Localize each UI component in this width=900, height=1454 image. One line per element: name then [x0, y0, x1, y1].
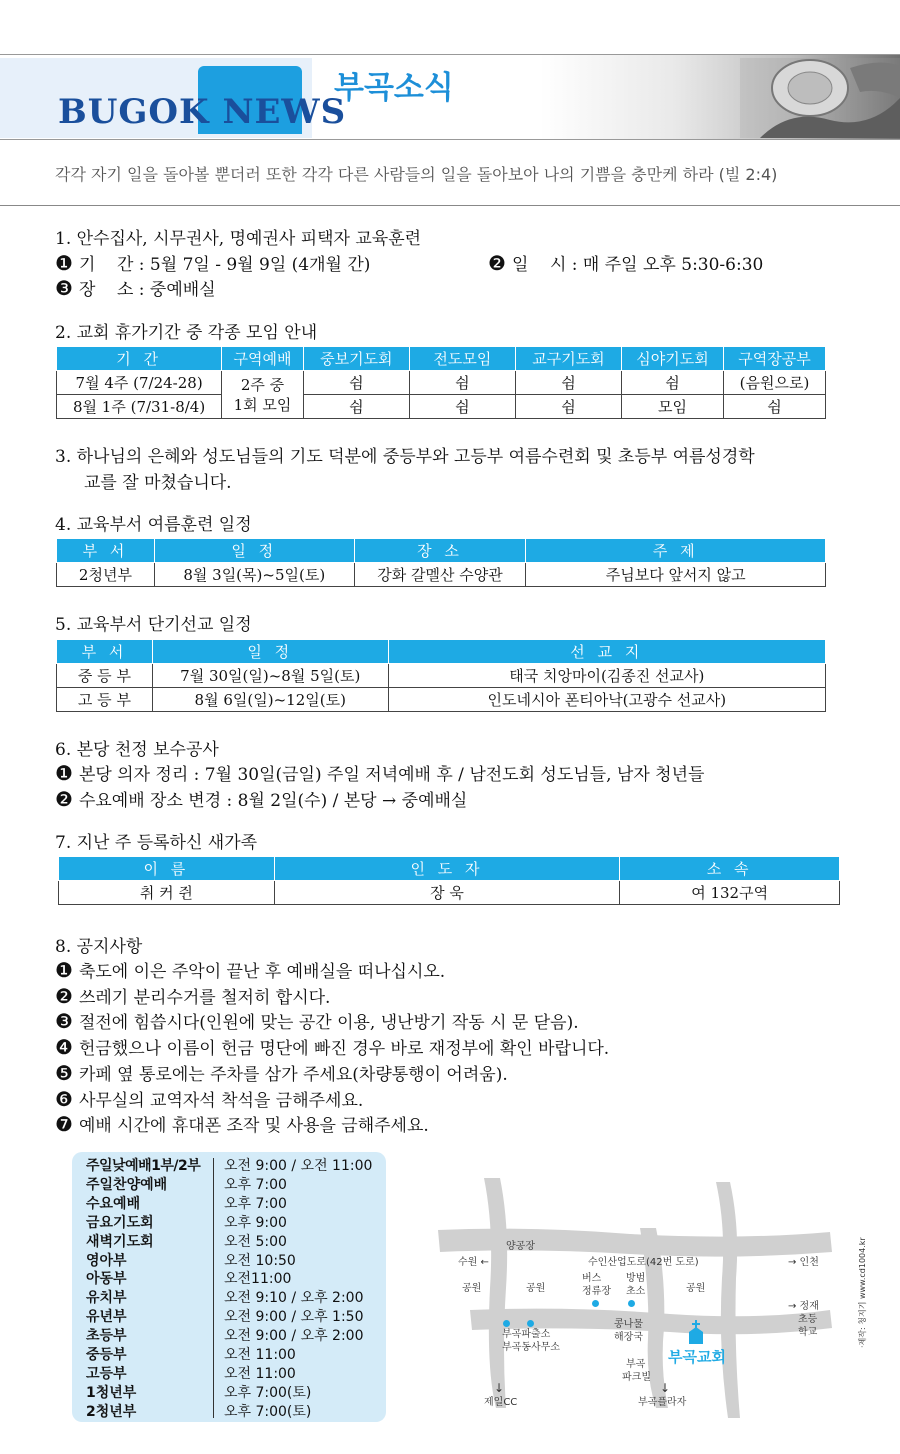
schedule-name: 새벽기도회	[86, 1233, 154, 1250]
schedule-time: 오후 7:00	[224, 1195, 287, 1212]
table-cell: 8월 3일(목)~5일(토)	[154, 563, 354, 587]
schedule-time: 오후 9:00	[224, 1214, 287, 1231]
schedule-time: 오전 9:10 / 오후 2:00	[224, 1290, 364, 1307]
table-row	[57, 688, 826, 712]
schedule-row	[86, 1382, 376, 1401]
map-label-park-2: 공원	[526, 1283, 546, 1294]
table-cell: 모임	[621, 395, 723, 419]
table-row	[57, 395, 826, 419]
map-label-yanggongjang: 양공장	[506, 1241, 535, 1252]
notice-bullet-icon: ❹	[55, 1035, 73, 1060]
section-7-title: 7. 지난 주 등록하신 새가족	[55, 833, 258, 853]
mission-table	[56, 639, 826, 712]
map-label-plaza: 부곡플라자	[638, 1397, 687, 1408]
map-label-crime-post-1: 방범	[626, 1273, 646, 1284]
schedule-row	[86, 1325, 376, 1344]
section-6-line-2	[55, 786, 467, 811]
table-cell: 쉼	[303, 371, 409, 395]
section-1-title: 1. 안수집사, 시무권사, 명예권사 피택자 교육훈련	[55, 229, 422, 249]
schedule-name: 금요기도회	[86, 1214, 154, 1231]
table-cell: 고 등 부	[57, 688, 153, 712]
table-cell: 중 등 부	[57, 664, 153, 688]
schedule-time: 오전 9:00 / 오후 2:00	[224, 1328, 364, 1345]
schedule-name: 주일낮예배1부/2부	[86, 1158, 201, 1174]
map-label-road: 수인산업도로(42번 도로)	[588, 1257, 699, 1268]
table-cell: 취 커 쥔	[59, 881, 275, 905]
section-6-title: 6. 본당 천정 보수공사	[55, 740, 219, 760]
table-cell: 주님보다 앞서지 않고	[526, 563, 826, 587]
schedule-row	[86, 1287, 376, 1306]
schedule-time: 오전 11:00	[224, 1347, 296, 1363]
table-cell: 여 132구역	[620, 881, 840, 905]
table-row	[59, 881, 840, 905]
notice-text: 예배 시간에 휴대폰 조작 및 사용을 금해주세요.	[78, 1116, 429, 1137]
schedule-time: 오후 7:00	[224, 1176, 287, 1193]
schedule-time: 오전 9:00 / 오전 11:00	[224, 1158, 373, 1174]
notice-item	[55, 957, 445, 982]
notice-bullet-icon: ❸	[55, 1009, 73, 1034]
table-cell: 강화 갈멜산 수양관	[354, 563, 526, 587]
map-label-police-1: 부곡파출소	[502, 1329, 551, 1340]
section-1-period: 기 간 : 5월 7일 - 9월 9일 (4개월 간)	[78, 255, 371, 275]
table-cell: 태국 치앙마이(김종진 선교사)	[388, 664, 825, 688]
schedule-row	[86, 1155, 376, 1174]
bullet-3-icon: ❸	[55, 276, 73, 300]
section-6-line-1	[55, 760, 704, 785]
table-cell: 장 욱	[274, 881, 620, 905]
notice-bullet-icon: ❷	[55, 983, 73, 1008]
table-cell: 쉼	[409, 371, 515, 395]
map-label-kongnamul-1: 콩나물	[614, 1319, 643, 1330]
logo-text-bugok: BUGOK	[58, 92, 210, 132]
section-6-item-1: 본당 의자 정리 : 7월 30일(금일) 주일 저녁예배 후 / 남전도회 성도님들, 남자 청년들	[78, 765, 705, 785]
church-location-map	[410, 1168, 880, 1438]
bullet-1-icon: ❶	[55, 761, 73, 785]
table-header: 이 름	[59, 857, 275, 881]
notice-text: 카페 옆 통로에는 주차를 삼가 주세요(차량통행이 어려움).	[78, 1064, 508, 1085]
notice-item	[55, 1060, 508, 1085]
notice-item	[55, 1034, 609, 1059]
table-cell: 쉼	[515, 395, 621, 419]
section-1-line-2	[488, 250, 763, 275]
schedule-row	[86, 1174, 376, 1193]
page-title: 부곡소식	[334, 70, 454, 106]
map-label-police-2: 부곡동사무소	[502, 1342, 560, 1353]
bullet-2-icon: ❷	[488, 251, 506, 275]
table-header: 주 제	[526, 539, 826, 563]
map-label-kongnamul-2: 해장국	[614, 1332, 643, 1343]
notice-item	[55, 983, 330, 1008]
office-marker-icon	[527, 1320, 534, 1327]
notice-item	[55, 1008, 579, 1033]
schedule-name: 영아부	[86, 1252, 127, 1269]
map-label-park-villa	[622, 1358, 651, 1384]
map-label-jeil-cc: 제일CC	[484, 1397, 518, 1408]
schedule-name: 주일찬양예배	[86, 1176, 168, 1193]
table-header: 부 서	[57, 640, 153, 664]
schedule-row	[86, 1212, 376, 1231]
notice-bullet-icon: ❶	[55, 958, 73, 982]
table-header: 일 정	[152, 640, 388, 664]
map-label-park-1: 공원	[462, 1283, 482, 1294]
schedule-name: 초등부	[86, 1328, 127, 1345]
map-label-park-villa-2: 파크빌	[622, 1372, 651, 1383]
table-row	[57, 371, 826, 395]
schedule-name: 1청년부	[86, 1384, 137, 1401]
map-label-police	[502, 1328, 560, 1354]
map-label-park-3: 공원	[686, 1283, 706, 1294]
notice-text: 헌금했으나 이름이 헌금 명단에 빠진 경우 바로 재정부에 확인 바랍니다.	[78, 1039, 610, 1060]
table-cell: 쉼	[621, 371, 723, 395]
logo-text	[58, 92, 346, 132]
notice-text: 절전에 힘씁시다(인원에 맞는 공간 이용, 냉난방기 작동 시 문 닫음).	[78, 1013, 579, 1034]
merged-cell	[222, 371, 304, 419]
crime-post-marker-icon	[628, 1300, 635, 1307]
schedule-time: 오전 5:00	[224, 1233, 287, 1250]
table-row	[57, 664, 826, 688]
schedule-row	[86, 1250, 376, 1269]
map-label-crime-post	[626, 1272, 645, 1298]
table-header: 일 정	[154, 539, 354, 563]
section-8-title: 8. 공지사항	[55, 937, 143, 957]
map-label-jeongjae-school	[788, 1300, 819, 1339]
schedule-row	[86, 1344, 376, 1363]
schedule-row	[86, 1231, 376, 1250]
table-cell: (음원으로)	[723, 371, 825, 395]
table-header: 전도모임	[409, 347, 515, 371]
schedule-name: 아동부	[86, 1271, 127, 1288]
section-2-title: 2. 교회 휴가기간 중 각종 모임 안내	[55, 323, 318, 343]
map-label-crime-post-2: 초소	[626, 1286, 646, 1297]
section-3-line-1: 3. 하나님의 은혜와 성도님들의 기도 덕분에 중등부와 고등부 여름수련회 및 초등부 여름성경학	[55, 447, 755, 467]
map-label-bus-stop-2: 정류장	[582, 1286, 611, 1297]
notice-bullet-icon: ❼	[55, 1112, 73, 1137]
map-label-bus-stop	[582, 1272, 611, 1298]
table-cell: 8월 1주 (7/31-8/4)	[57, 395, 222, 419]
map-label-kongnamul	[614, 1318, 643, 1344]
section-1-line-3	[55, 275, 216, 300]
section-4-title: 4. 교육부서 여름훈련 일정	[55, 515, 252, 535]
schedule-name: 고등부	[86, 1365, 127, 1382]
logo-text-news: NEWS	[222, 92, 347, 132]
table-header: 선 교 지	[388, 640, 825, 664]
table-cell: 8월 6일(일)~12일(토)	[152, 688, 388, 712]
schedule-time: 오전 9:00 / 오후 1:50	[224, 1309, 364, 1326]
table-cell: 쉼	[515, 371, 621, 395]
schedule-row	[86, 1401, 376, 1420]
table-cell: 2청년부	[57, 563, 155, 587]
map-label-chodeung: 초등	[798, 1314, 818, 1325]
table-header: 심야기도회	[621, 347, 723, 371]
schedule-time: 오전 10:50	[224, 1252, 296, 1269]
schedule-time: 오전11:00	[224, 1271, 292, 1288]
schedule-row	[86, 1306, 376, 1325]
police-marker-icon	[503, 1320, 510, 1327]
table-row	[57, 563, 826, 587]
schedule-row	[86, 1363, 376, 1382]
plaza-arrow-icon: ↓	[660, 1381, 671, 1395]
map-label-bus-stop-1: 버스	[582, 1273, 602, 1284]
schedule-row	[86, 1193, 376, 1212]
table-cell: 쉼	[723, 395, 825, 419]
notice-item	[55, 1111, 429, 1136]
bullet-1-icon: ❶	[55, 251, 73, 275]
new-family-table	[58, 856, 840, 905]
table-header: 교구기도회	[515, 347, 621, 371]
schedule-name: 유년부	[86, 1309, 127, 1326]
section-1-line-1	[55, 250, 370, 275]
map-label-park-villa-1: 부곡	[626, 1359, 646, 1370]
notice-text: 쓰레기 분리수거를 철저히 합시다.	[78, 987, 331, 1008]
table-cell: 7월 4주 (7/24-28)	[57, 371, 222, 395]
map-credit: ·제작: 청지기 www.cd1004.kr	[858, 1237, 867, 1348]
schedule-name: 2청년부	[86, 1403, 137, 1420]
schedule-row	[86, 1268, 376, 1287]
section-5-title: 5. 교육부서 단기선교 일정	[55, 615, 252, 635]
map-label-suwon: 수원 ←	[458, 1257, 489, 1268]
notice-bullet-icon: ❻	[55, 1086, 73, 1111]
table-header: 중보기도회	[303, 347, 409, 371]
schedule-time: 오후 7:00(토)	[224, 1403, 312, 1420]
schedule-time: 오전 11:00	[224, 1365, 296, 1382]
schedule-time: 오후 7:00(토)	[224, 1384, 312, 1401]
table-header: 부 서	[57, 539, 155, 563]
merged-cell-line-2: 1회 모임	[233, 395, 292, 414]
church-icon	[688, 1320, 704, 1344]
table-header: 구역장공부	[723, 347, 825, 371]
section-3-line-2: 교를 잘 마쳤습니다.	[84, 473, 232, 493]
notice-bullet-icon: ❺	[55, 1060, 73, 1085]
map-label-incheon: → 인천	[788, 1257, 819, 1268]
schedule-name: 수요예배	[86, 1195, 141, 1212]
table-cell: 7월 30일(일)~8월 5일(토)	[152, 664, 388, 688]
table-header: 구역예배	[222, 347, 304, 371]
section-1-time: 일 시 : 매 주일 오후 5:30-6:30	[511, 255, 764, 275]
vacation-table	[56, 346, 826, 419]
verse-text: 각각 자기 일을 돌아볼 뿐더러 또한 각각 다른 사람들의 일을 돌아보아 나의 기쁨을 충만케 하라 (빌 2:4)	[55, 165, 778, 184]
bus-stop-marker-icon	[592, 1300, 599, 1307]
table-header: 기 간	[57, 347, 222, 371]
summer-training-table	[56, 538, 826, 587]
table-header: 장 소	[354, 539, 526, 563]
table-cell: 인도네시아 폰티아낙(고광수 선교사)	[388, 688, 825, 712]
notice-text: 사무실의 교역자석 착석을 금해주세요.	[78, 1090, 364, 1111]
table-header: 소 속	[620, 857, 840, 881]
merged-cell-line-1: 2주 중	[240, 375, 285, 394]
table-cell: 쉼	[409, 395, 515, 419]
schedule-name: 유치부	[86, 1290, 127, 1307]
verse-rule	[0, 205, 900, 206]
map-label-church: 부곡교회	[668, 1348, 726, 1366]
header-bottom-rule	[0, 139, 900, 140]
notice-text: 축도에 이은 주악이 끝난 후 예배실을 떠나십시오.	[78, 962, 446, 982]
table-cell: 쉼	[303, 395, 409, 419]
header-stone-image	[740, 58, 900, 138]
section-6-item-2: 수요예배 장소 변경 : 8월 2일(수) / 본당 → 중예배실	[78, 791, 468, 811]
section-1-place: 장 소 : 중예배실	[78, 280, 216, 300]
map-label-jeongjae: → 정재	[788, 1301, 819, 1312]
jeil-arrow-icon: ↓	[494, 1381, 505, 1395]
map-label-hakgyo: 학교	[798, 1327, 818, 1338]
bullet-2-icon: ❷	[55, 787, 73, 811]
schedule-name: 중등부	[86, 1347, 127, 1363]
notice-item	[55, 1086, 363, 1111]
table-header: 인 도 자	[274, 857, 620, 881]
